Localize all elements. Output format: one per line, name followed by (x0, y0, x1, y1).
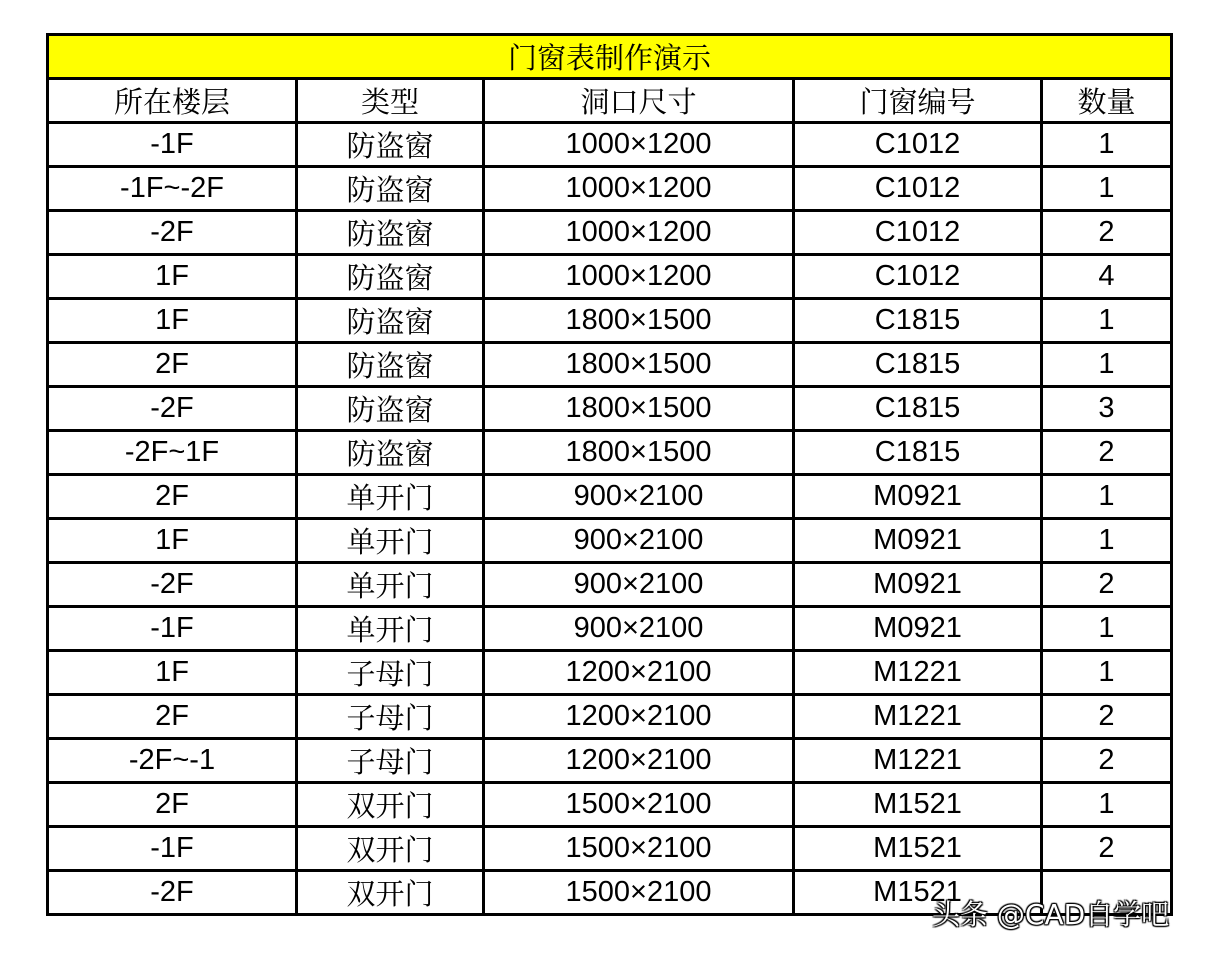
cell-quantity: 4 (1042, 255, 1172, 299)
cell-quantity: 1 (1042, 123, 1172, 167)
cell-code: M1221 (794, 651, 1042, 695)
watermark-text: 头条 @CAD自学吧 (932, 898, 1170, 931)
cell-opening-size: 1000×1200 (484, 211, 794, 255)
cell-floor: -1F (48, 607, 297, 651)
cell-type: 防盗窗 (297, 343, 484, 387)
cell-code: M0921 (794, 607, 1042, 651)
cell-code: C1815 (794, 431, 1042, 475)
cell-code: C1012 (794, 167, 1042, 211)
cell-opening-size: 1500×2100 (484, 827, 794, 871)
cell-code: C1815 (794, 299, 1042, 343)
cell-floor: -2F (48, 563, 297, 607)
cell-floor: 2F (48, 695, 297, 739)
table-row (48, 167, 1172, 211)
cell-type: 单开门 (297, 475, 484, 519)
cell-opening-size: 1800×1500 (484, 343, 794, 387)
table-row (48, 651, 1172, 695)
header-quantity: 数量 (1042, 79, 1172, 123)
header-row (48, 79, 1172, 123)
cell-type: 单开门 (297, 607, 484, 651)
cell-code: C1012 (794, 211, 1042, 255)
cell-floor: 2F (48, 343, 297, 387)
cell-opening-size: 1000×1200 (484, 123, 794, 167)
table-title: 门窗表制作演示 (48, 35, 1172, 79)
cell-type: 防盗窗 (297, 431, 484, 475)
cell-floor: -2F (48, 211, 297, 255)
cell-quantity: 1 (1042, 607, 1172, 651)
door-window-schedule (46, 33, 1170, 916)
cell-floor: 2F (48, 783, 297, 827)
cell-type: 双开门 (297, 827, 484, 871)
cell-quantity: 1 (1042, 299, 1172, 343)
cell-quantity: 2 (1042, 211, 1172, 255)
table-row (48, 343, 1172, 387)
table-row (48, 255, 1172, 299)
cell-code: M1221 (794, 695, 1042, 739)
cell-opening-size: 1800×1500 (484, 431, 794, 475)
cell-code: M1521 (794, 871, 1042, 915)
cell-code: C1012 (794, 123, 1042, 167)
table-row (48, 695, 1172, 739)
cell-type: 防盗窗 (297, 387, 484, 431)
schedule-table (46, 33, 1173, 916)
cell-type: 双开门 (297, 783, 484, 827)
cell-opening-size: 900×2100 (484, 563, 794, 607)
cell-type: 子母门 (297, 651, 484, 695)
cell-quantity: 1 (1042, 519, 1172, 563)
cell-floor: 1F (48, 255, 297, 299)
cell-quantity: 1 (1042, 783, 1172, 827)
cell-opening-size: 1200×2100 (484, 651, 794, 695)
cell-opening-size: 1800×1500 (484, 387, 794, 431)
cell-opening-size: 1500×2100 (484, 871, 794, 915)
cell-opening-size: 900×2100 (484, 475, 794, 519)
cell-opening-size: 1200×2100 (484, 695, 794, 739)
cell-opening-size: 1500×2100 (484, 783, 794, 827)
cell-quantity: 2 (1042, 563, 1172, 607)
cell-quantity: 1 (1042, 651, 1172, 695)
cell-floor: -2F~-1 (48, 739, 297, 783)
cell-code: C1815 (794, 387, 1042, 431)
cell-opening-size: 1000×1200 (484, 255, 794, 299)
cell-floor: -2F~1F (48, 431, 297, 475)
cell-opening-size: 1800×1500 (484, 299, 794, 343)
cell-code: C1012 (794, 255, 1042, 299)
header-code: 门窗编号 (794, 79, 1042, 123)
cell-type: 防盗窗 (297, 255, 484, 299)
table-row (48, 563, 1172, 607)
cell-floor: -2F (48, 871, 297, 915)
title-row (48, 35, 1172, 79)
cell-code: M0921 (794, 519, 1042, 563)
cell-quantity: 1 (1042, 167, 1172, 211)
cell-quantity: 2 (1042, 695, 1172, 739)
header-opening-size: 洞口尺寸 (484, 79, 794, 123)
cell-quantity: 2 (1042, 739, 1172, 783)
cell-floor: -1F (48, 123, 297, 167)
table-row (48, 519, 1172, 563)
cell-type: 防盗窗 (297, 211, 484, 255)
table-row (48, 299, 1172, 343)
cell-code: M0921 (794, 475, 1042, 519)
table-row (48, 783, 1172, 827)
cell-type: 防盗窗 (297, 299, 484, 343)
header-floor: 所在楼层 (48, 79, 297, 123)
cell-quantity: 2 (1042, 827, 1172, 871)
cell-code: M1221 (794, 739, 1042, 783)
cell-code: M1521 (794, 827, 1042, 871)
table-row (48, 123, 1172, 167)
cell-floor: 1F (48, 299, 297, 343)
cell-type: 子母门 (297, 739, 484, 783)
cell-code: C1815 (794, 343, 1042, 387)
cell-quantity: 1 (1042, 343, 1172, 387)
cell-code: M1521 (794, 783, 1042, 827)
cell-opening-size: 1200×2100 (484, 739, 794, 783)
cell-code: M0921 (794, 563, 1042, 607)
table-row (48, 827, 1172, 871)
table-row (48, 211, 1172, 255)
cell-quantity: 2 (1042, 431, 1172, 475)
cell-opening-size: 1000×1200 (484, 167, 794, 211)
table-row (48, 475, 1172, 519)
table-row (48, 431, 1172, 475)
cell-floor: 1F (48, 519, 297, 563)
cell-quantity: 1 (1042, 475, 1172, 519)
cell-type: 单开门 (297, 519, 484, 563)
cell-quantity: 3 (1042, 387, 1172, 431)
cell-floor: 2F (48, 475, 297, 519)
cell-opening-size: 900×2100 (484, 607, 794, 651)
cell-type: 防盗窗 (297, 123, 484, 167)
cell-type: 单开门 (297, 563, 484, 607)
cell-floor: 1F (48, 651, 297, 695)
cell-type: 双开门 (297, 871, 484, 915)
table-row (48, 607, 1172, 651)
cell-floor: -1F (48, 827, 297, 871)
cell-opening-size: 900×2100 (484, 519, 794, 563)
cell-floor: -1F~-2F (48, 167, 297, 211)
cell-type: 子母门 (297, 695, 484, 739)
cell-type: 防盗窗 (297, 167, 484, 211)
table-row (48, 387, 1172, 431)
header-type: 类型 (297, 79, 484, 123)
cell-floor: -2F (48, 387, 297, 431)
table-row (48, 739, 1172, 783)
